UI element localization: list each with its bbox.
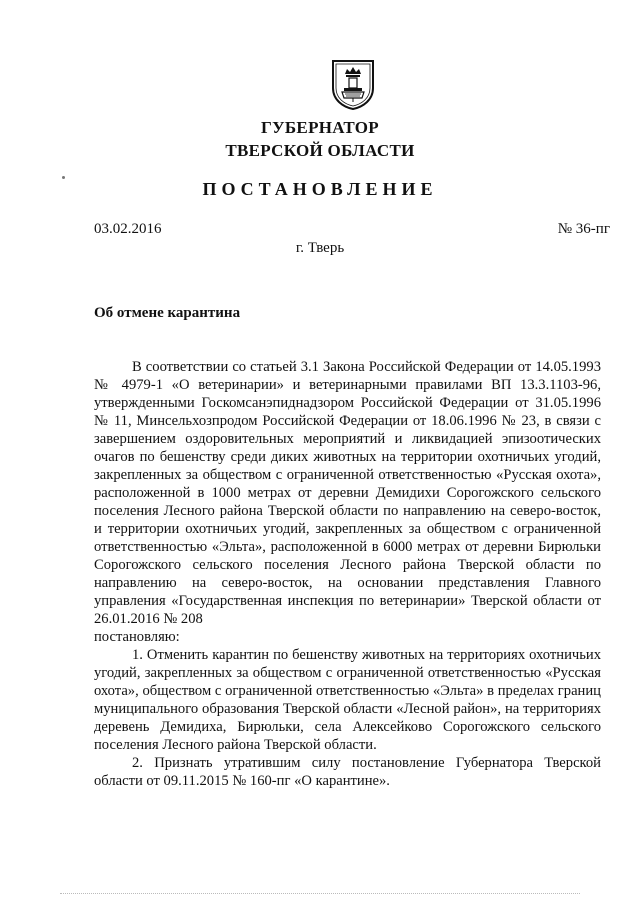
issuer-title: ГУБЕРНАТОР — [261, 118, 379, 137]
document-subject: Об отмене карантина — [94, 305, 241, 321]
document-number: № 36-пг — [557, 221, 610, 237]
clause-2: 2. Признать утратившим силу постановление Губернатора Тверской области от 09.11.2015 № 160-пг «О карантине». — [94, 755, 601, 789]
resolution-word: постановляю: — [94, 629, 180, 645]
scan-speck — [62, 176, 65, 179]
document-body — [94, 358, 601, 790]
document-type: ПОСТАНОВЛЕНИЕ — [202, 179, 438, 199]
tver-coat-of-arms-icon — [330, 58, 376, 110]
clause-1: 1. Отменить карантин по бешенству животных на территориях охотничьих угодий, закрепленных за обществом с ограниченной ответственностью «Русская охота», обществом с ограниченной ответственностью «Эльта» в пределах границ муниципального образования Тверской области «Лесной район», на территориях деревень Демидиха, Бирюльки, села Алексейково Сорогожского сельского поселения Лесного района Тверской области. — [94, 647, 601, 753]
preamble-paragraph: В соответствии со статьей 3.1 Закона Российской Федерации от 14.05.1993 № 4979-1 «О ветеринарии» и ветеринарными правилами ВП 13.3.1103-96, утвержденными Госкомсанэпиднадзором Российской Федерации от 31.05.1996 № 11, Минсельхозпродом Российской Федерации от 18.06.1996 № 23, в связи с завершением оздоровительных мероприятий и ликвидацией эпизоотических очагов по бешенству среди диких животных на территории охотничьих угодий, закрепленных за обществом с ограниченной ответственностью «Русская охота», расположенной в 1000 метрах от деревни Демидихи Сорогожского сельского поселения Лесного района Тверской области по направлению на северо-восток, и территории охотничьих угодий, закрепленных за обществом с ограниченной ответственностью «Эльта», расположенной в 6000 метрах от деревни Бирюльки Сорогожского сельского поселения Лесного района Тверской области по направлению на северо-восток, на основании представления Главного управления «Государственная инспекция по ветеринарии» Тверской области от 26.01.2016 № 208 — [94, 359, 601, 627]
issuer-region: ТВЕРСКОЙ ОБЛАСТИ — [225, 141, 415, 160]
document-city: г. Тверь — [295, 240, 345, 256]
document-date: 03.02.2016 — [94, 221, 162, 237]
page-bottom-edge — [60, 893, 580, 894]
